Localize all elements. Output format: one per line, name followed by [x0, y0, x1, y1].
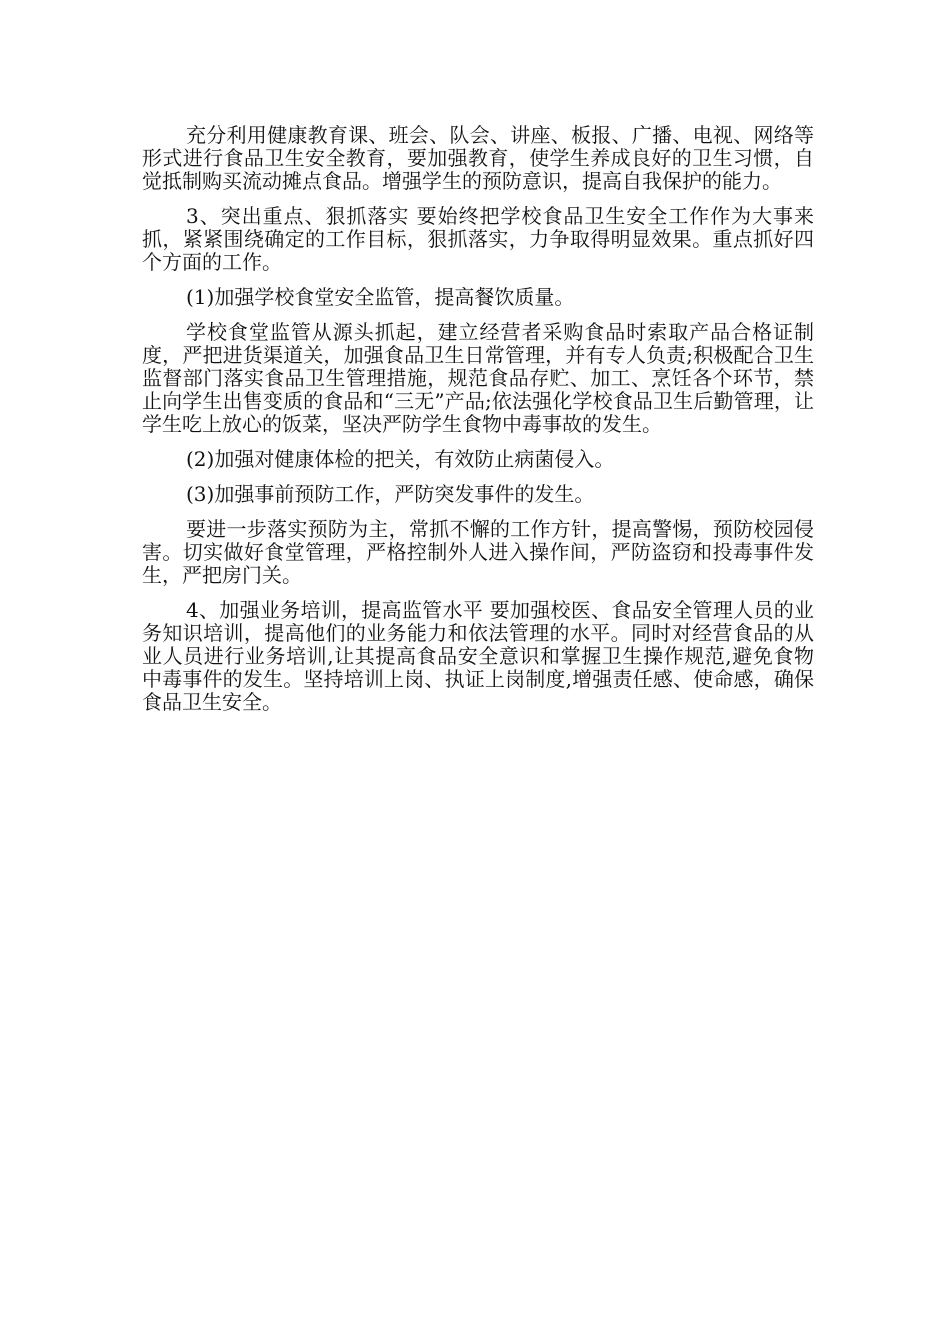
paragraph-item-1: (1)加强学校食堂安全监管，提高餐饮质量。 — [186, 285, 575, 309]
paragraph-section-4: 4、加强业务培训，提高监管水平 要加强校医、食品安全管理人员的业务知识培训，提高他们的业务能力和依法管理的水平。同时对经营食品的从业人员进行业务培训,让其提高食品安全意识和掌握卫生操作规范,避免食物中毒事件的发生。坚持培训上岗、执证上岗制度,增强责任感、使命感，确保食品卫生安全。 — [142, 598, 814, 714]
paragraph-health-education: 充分利用健康教育课、班会、队会、讲座、板报、广播、电视、网络等形式进行食品卫生安全教育，要加强教育，使学生养成良好的卫生习惯，自觉抵制购买流动摊点食品。增强学生的预防意识，提高自我保护的能力。 — [142, 123, 814, 193]
paragraph-item-3: (3)加强事前预防工作，严防突发事件的发生。 — [186, 482, 595, 506]
paragraph-section-3: 3、突出重点、狠抓落实 要始终把学校食品卫生安全工作作为大事来抓，紧紧围绕确定的工作目标，狠抓落实，力争取得明显效果。重点抓好四个方面的工作。 — [142, 204, 814, 274]
paragraph-canteen-supervision: 学校食堂监管从源头抓起，建立经营者采购食品时索取产品合格证制度，严把进货渠道关，加强食品卫生日常管理，并有专人负责;积极配合卫生监督部门落实食品卫生管理措施，规范食品存贮、加工、烹饪各个环节，禁止向学生出售变质的食品和“三无”产品;依法强化学校食品卫生后勤管理，让学生吃上放心的饭菜，坚决严防学生食物中毒事故的发生。 — [142, 320, 814, 436]
paragraph-item-2: (2)加强对健康体检的把关，有效防止病菌侵入。 — [186, 447, 615, 471]
document-body — [142, 124, 814, 726]
paragraph-prevention: 要进一步落实预防为主，常抓不懈的工作方针，提高警惕，预防校园侵害。切实做好食堂管理，严格控制外人进入操作间，严防盗窃和投毒事件发生，严把房门关。 — [142, 517, 814, 587]
